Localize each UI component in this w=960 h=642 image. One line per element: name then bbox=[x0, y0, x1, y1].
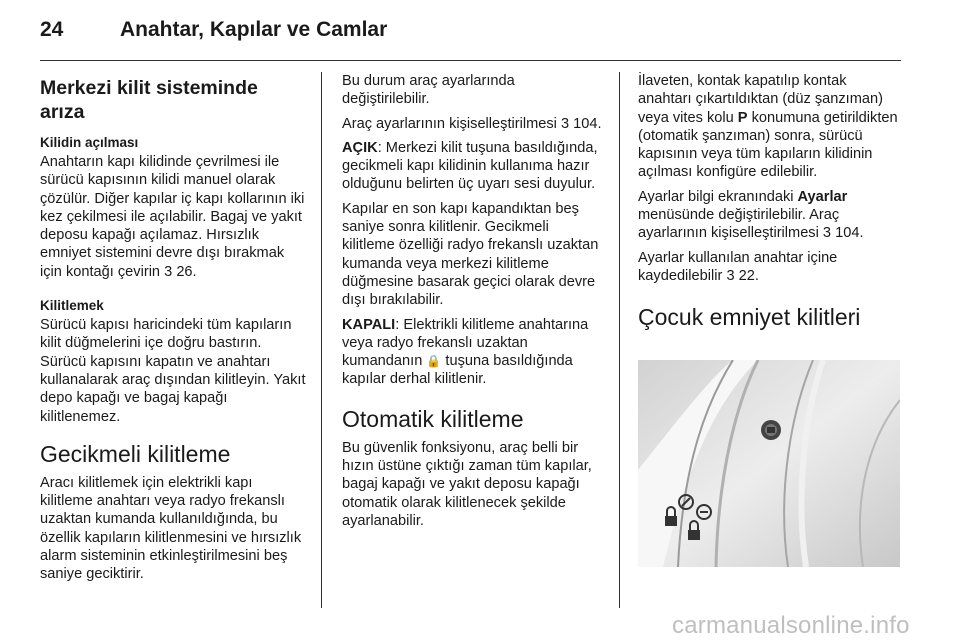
setting-label-off: KAPALI bbox=[342, 316, 396, 333]
section-title-automatic-locking: Otomatik kilitleme bbox=[342, 405, 524, 432]
child-lock-photo bbox=[638, 360, 900, 567]
subsection-title-unlocking: Kilidin açılması bbox=[40, 135, 139, 150]
header-rule bbox=[40, 60, 901, 61]
paragraph-vehicle-settings: Bu durum araç ayarlarında değiştirilebilir. bbox=[342, 73, 515, 108]
page-ref-26[interactable]: 3 26. bbox=[164, 263, 197, 280]
page-header bbox=[40, 14, 920, 58]
paragraph-on-setting: AÇIK: Merkezi kilit tuşuna basıldığında, gecikmeli kapı kilidinin kullanıma hazır olduğunu belirten üç uyarı sesi duyulur. bbox=[342, 139, 598, 193]
subsection-title-locking: Kilitlemek bbox=[40, 298, 104, 314]
page-number: 24 bbox=[40, 18, 64, 41]
watermark: carmanualsonline.info bbox=[672, 612, 910, 639]
paragraph-off-setting: KAPALI: Elektrikli kilitleme anahtarına veya radyo frekanslı uzaktan kumandanın 🔒 tuşuna basıldığında kapılar derhal kilitlenir. bbox=[342, 316, 589, 388]
paragraph-delayed-locking: Aracı kilitlemek için elektrikli kapı kilitleme anahtarı veya radyo frekanslı uzaktan kumanda kullanıldığında, bu özellik kapıların kilitlenmesini ve hırsızlık alarm sisteminin etkinleştirilmesini beş saniye geciktirir. bbox=[40, 474, 302, 583]
gear-position-p: P bbox=[737, 109, 748, 126]
section-title-delayed-locking: Gecikmeli kilitleme bbox=[40, 440, 231, 467]
page-ref-104[interactable]: 3 104. bbox=[822, 225, 864, 242]
page-ref-22[interactable]: 3 22. bbox=[726, 267, 759, 284]
paragraph-locking: Sürücü kapısı haricindeki tüm kapıların kilit düğmelerini içe doğru bastırın. Sürücü kapısını kapatın ve anahtarı kullanalarak araç dışından kilitleyin. Yakıt depo kapağı ve bagaj kapağı kilitlenemez. bbox=[40, 317, 306, 425]
ref-arrow-icon: 3 bbox=[726, 267, 735, 284]
page-ref-104[interactable]: 3 104. bbox=[560, 115, 602, 132]
lock-button-icon: 🔒 bbox=[426, 354, 442, 369]
paragraph-key-storage: Ayarlar kullanılan anahtar içine kaydedilebilir 3 22. bbox=[638, 249, 838, 284]
paragraph-personalization-ref: Araç ayarlarının kişiselleştirilmesi 3 104. bbox=[342, 115, 602, 132]
setting-label-on: AÇIK bbox=[342, 139, 378, 156]
column-3 bbox=[638, 72, 902, 337]
column-1 bbox=[40, 72, 306, 590]
paragraph-additional-unlock: İlaveten, kontak kapatılıp kontak anahtarı çıkartıldıktan (düz şanzıman) veya vites kolu P konumuna getirildikten (otomatik şanzıman) sonra, sürücü kapısının veya tüm kapıların kilidinin açılması konfigüre edilebilir. bbox=[638, 73, 898, 181]
ref-arrow-icon: 3 bbox=[560, 115, 570, 132]
ref-arrow-icon: 3 bbox=[164, 263, 173, 280]
ref-arrow-icon: 3 bbox=[822, 225, 832, 242]
column-divider bbox=[321, 72, 322, 608]
section-title-central-lock-fault: Merkezi kilit sisteminde arıza bbox=[40, 77, 258, 123]
settings-menu-name: Ayarlar bbox=[797, 188, 848, 205]
paragraph-unlocking-text: Anahtarın kapı kilidinde çevrilmesi ile sürücü kapısının kilidi manuel olarak çözülür. Diğer kapılar iç kapı kollarının iki kez çekilmesi ile açılabilir. Bagaj ve yakıt deposu kapağı açılamaz. Hırsızlık emniyet sistemini devre dışı bırakmak için kontağı çevirin bbox=[40, 154, 305, 280]
paragraph-delay-info: Kapılar en son kapı kapandıktan beş saniye sonra kilitlenir. Gecikmeli kilitleme özelliği radyo frekanslı uzaktan kumanda veya merkezi kilitleme düğmesine basarak geçici olarak devre dışı bırakılabilir. bbox=[342, 200, 599, 309]
section-title-child-locks: Çocuk emniyet kilitleri bbox=[638, 304, 861, 331]
paragraph-unlocking bbox=[40, 153, 306, 281]
column-2 bbox=[342, 72, 604, 536]
column-divider bbox=[619, 72, 620, 608]
page-title: Anahtar, Kapılar ve Camlar bbox=[120, 18, 388, 41]
paragraph-settings-menu: Ayarlar bilgi ekranındaki Ayarlar menüsünde değiştirilebilir. Araç ayarlarının kişiselleştirilmesi 3 104. bbox=[638, 188, 864, 242]
paragraph-automatic-locking: Bu güvenlik fonksiyonu, araç belli bir hızın üstüne çıktığı zaman tüm kapılar, bagaj kapağı ve yakıt deposu kapağı otomatik olarak kilitlenecek şekilde ayarlanabilir. bbox=[342, 439, 592, 529]
